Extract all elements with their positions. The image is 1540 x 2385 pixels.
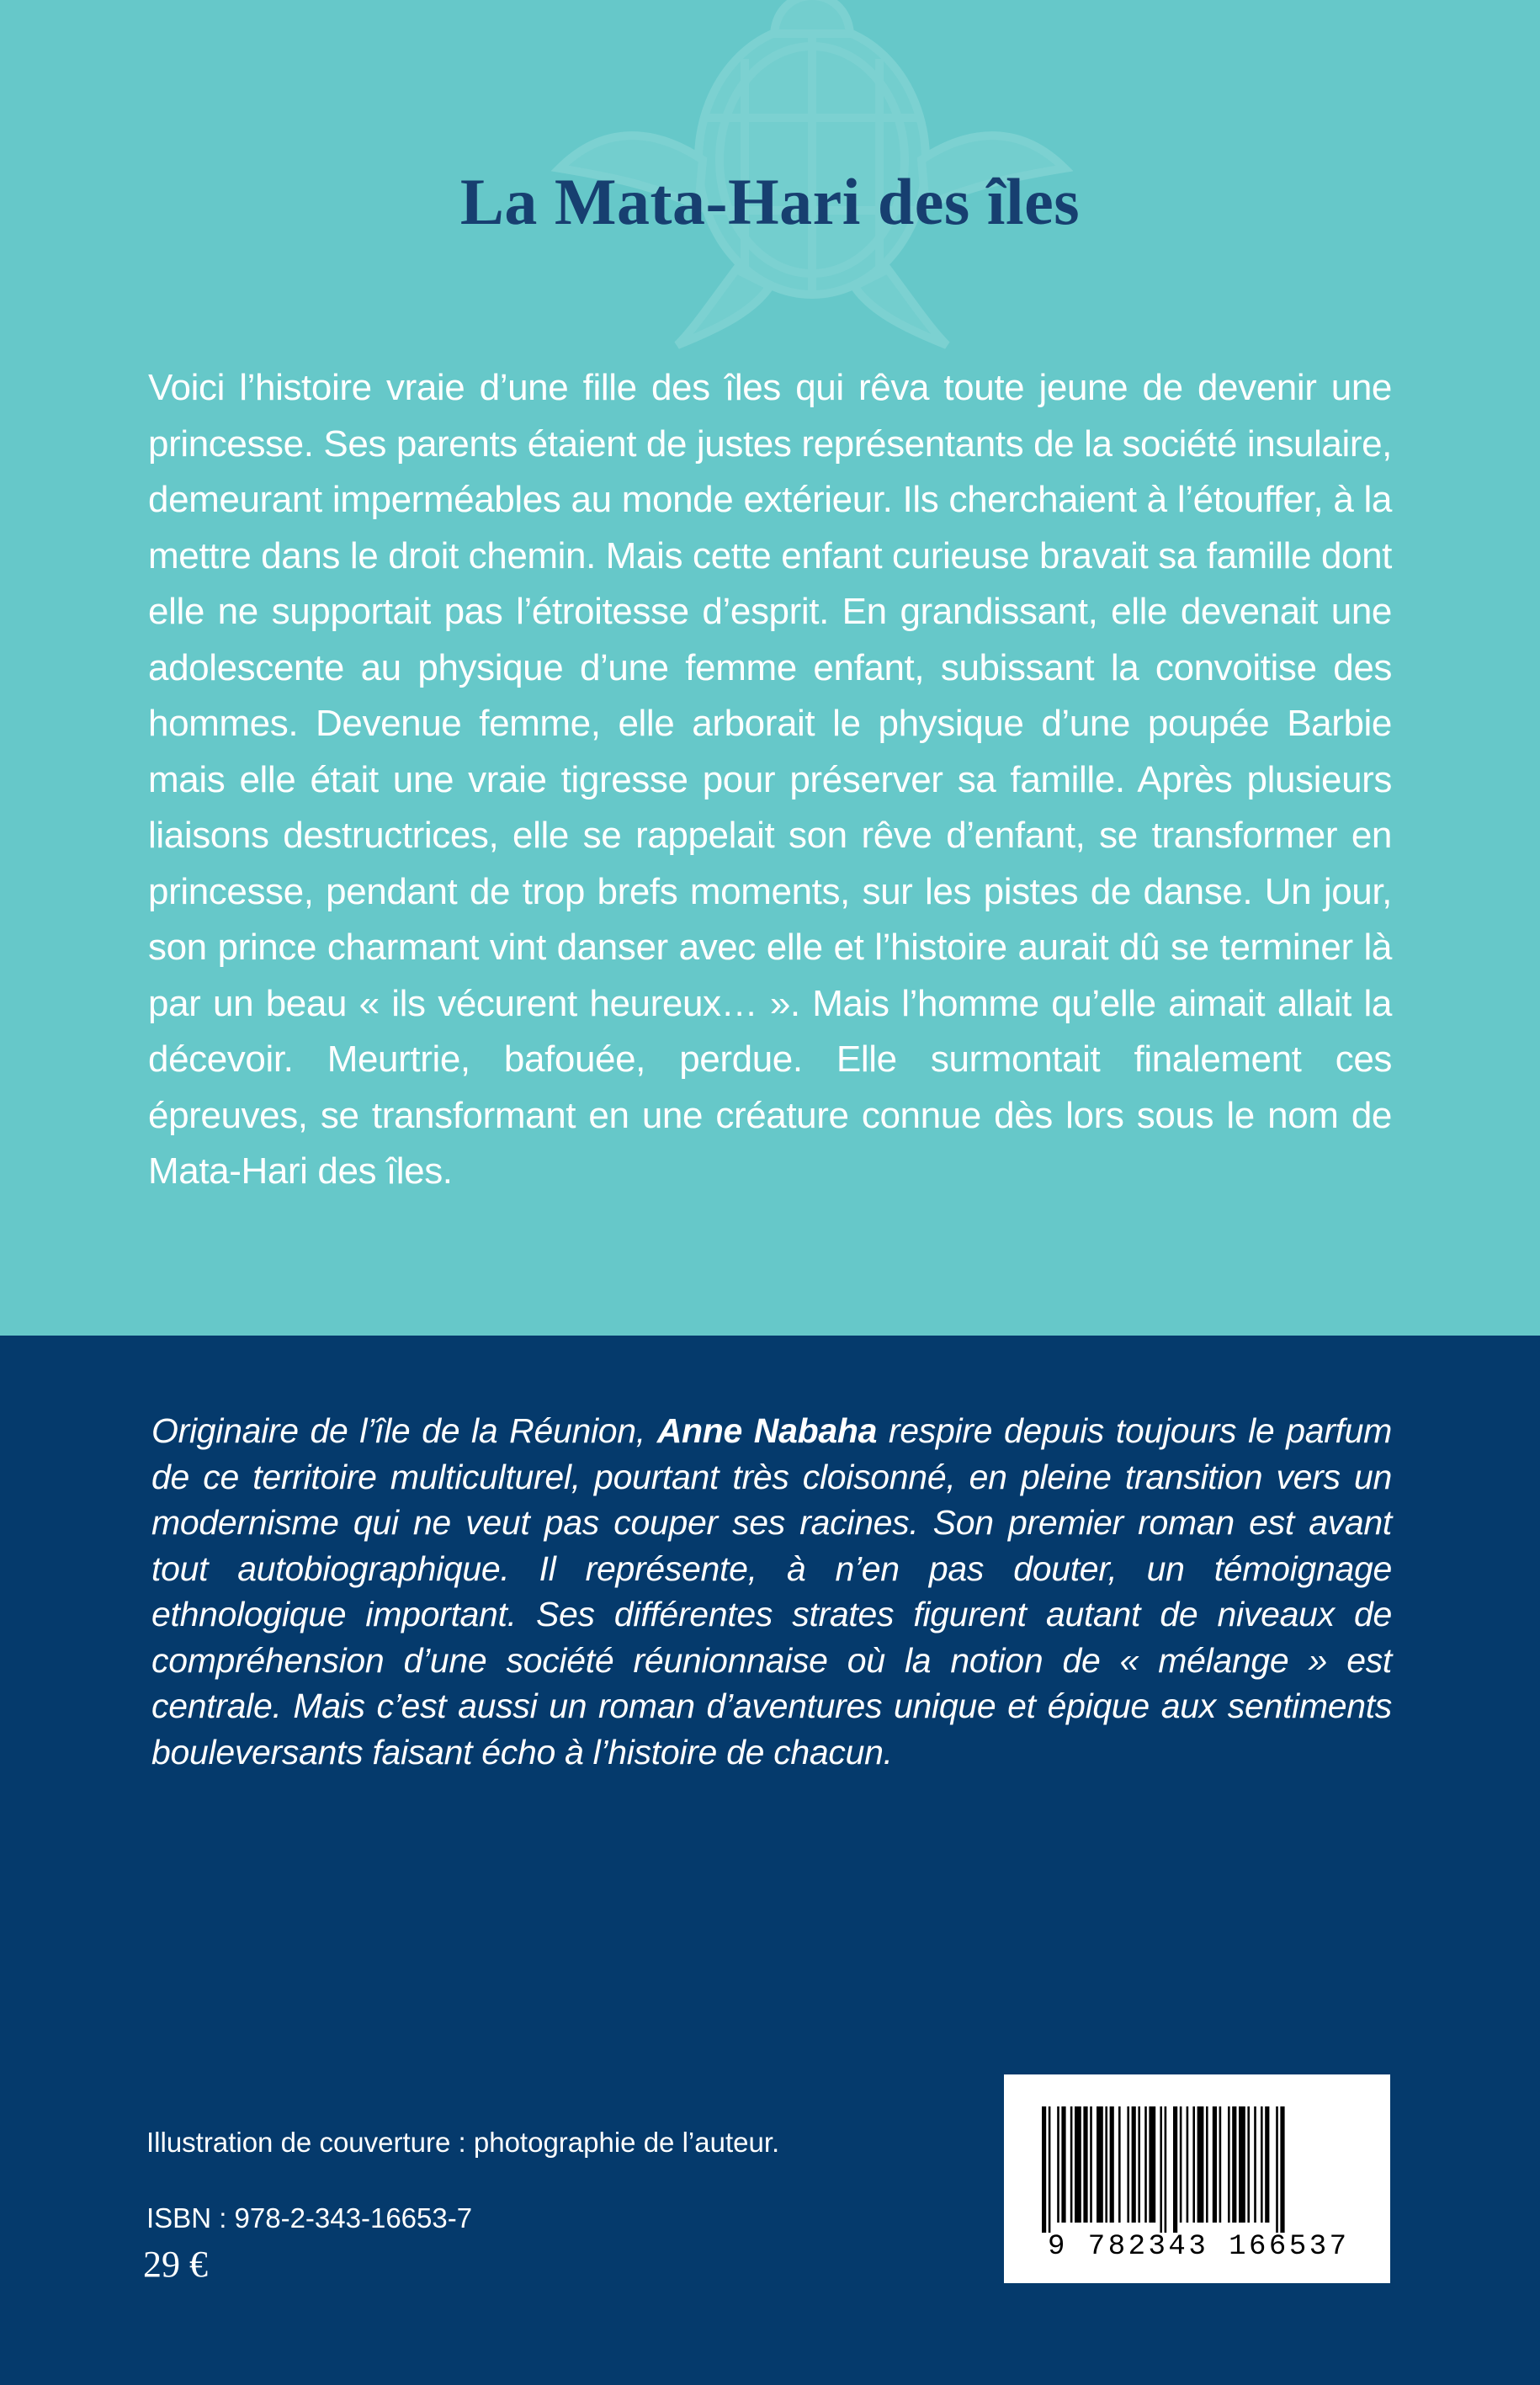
barcode-bar	[1061, 2106, 1065, 2223]
barcode-bar	[1213, 2106, 1217, 2223]
author-bio	[151, 1408, 1392, 1775]
barcode-bar	[1280, 2106, 1284, 2233]
barcode-bar	[1228, 2106, 1230, 2223]
barcode-bar	[1160, 2106, 1162, 2233]
barcode-bar	[1090, 2106, 1092, 2223]
barcode-bar	[1083, 2106, 1087, 2223]
barcode-bar	[1165, 2106, 1167, 2233]
barcode-bar	[1187, 2106, 1189, 2223]
barcode-bar	[1144, 2106, 1147, 2223]
barcode-bar	[1206, 2106, 1208, 2223]
barcode-bar	[1127, 2106, 1129, 2223]
barcode-bar	[1105, 2106, 1107, 2223]
book-title: La Mata-Hari des îles	[459, 165, 1081, 238]
barcode-bar	[1192, 2106, 1195, 2223]
barcode-bar	[1075, 2106, 1081, 2223]
barcode-bar	[1254, 2106, 1256, 2223]
bottom-panel	[0, 1336, 1540, 2385]
isbn: ISBN : 978-2-343-16653-7	[146, 2202, 473, 2234]
barcode-bars	[1042, 2106, 1353, 2233]
barcode-bar	[1247, 2106, 1250, 2223]
book-blurb: Voici l’histoire vraie d’une fille des îles qui rêva toute jeune de devenir une princesse. Ses parents étaient de justes représentants de la société insulaire, demeurant imperméables au monde extérieur. Ils cherchaient à l’étouffer, à la mettre dans le droit chemin. Mais cette enfant curieuse bravait sa famille dont elle ne supportait pas l’étroitesse d’esprit. En grandissant, elle devenait une adolescente au physique d’une femme enfant, subissant la convoitise des hommes. Devenue femme, elle arborait le physique d’une poupée Barbie mais elle était une vraie tigresse pour préserver sa famille. Après plusieurs liaisons destructrices, elle se rappelait son rêve d’enfant, se transformer en princesse, pendant de trop brefs moments, sur les pistes de danse. Un jour, son prince charmant vint danser avec elle et l’histoire aurait dû se terminer là par un beau « ils vécurent heureux… ». Mais l’homme qu’elle aimait allait la décevoir. Meurtrie, bafouée, perdue. Elle surmontait finalement ces épreuves, se transformant en une créature connue dès lors sous le nom de Mata-Hari des îles.	[148, 367, 1392, 1192]
barcode-bar	[1149, 2106, 1155, 2223]
cover-credit: Illustration de couverture : photographie de l’auteur.	[146, 2127, 780, 2158]
author-bio-intro: Originaire de l’île de la Réunion,	[151, 1411, 657, 1450]
barcode-bar	[1057, 2106, 1059, 2223]
barcode-bar	[1276, 2106, 1278, 2233]
barcode-bar	[1042, 2106, 1046, 2233]
barcode-bar	[1265, 2106, 1269, 2223]
barcode-bar	[1118, 2106, 1121, 2223]
barcode-bar	[1097, 2106, 1103, 2223]
price: 29 €	[143, 2244, 208, 2285]
barcode	[1004, 2074, 1390, 2283]
author-name: Anne Nabaha	[656, 1411, 878, 1450]
barcode-bar	[1261, 2106, 1263, 2223]
author-bio-text: respire depuis toujours le parfum de ce territoire multiculturel, pourtant très cloisonné, en pleine transition vers un modernisme qui ne veut pas couper ses racines. Son premier roman est avant tout autobiographique. Il représente, à n’en pas douter, un témoignage ethnologique important. Ses différentes strates figurent autant de niveaux de compréhension d’une société réunionnaise où la notion de « mélange » est centrale. Mais c’est aussi un roman d’aventures unique et épique aux sentiments bouleversants faisant écho à l’histoire de chacun.	[151, 1411, 1392, 1771]
barcode-number: 9 782343 166537	[1048, 2231, 1350, 2263]
barcode-bar	[1219, 2106, 1222, 2223]
barcode-bar	[1239, 2106, 1245, 2223]
barcode-bar	[1110, 2106, 1114, 2223]
barcode-bar	[1197, 2106, 1204, 2223]
barcode-bar	[1232, 2106, 1236, 2223]
barcode-bar	[1049, 2106, 1051, 2233]
barcode-bar	[1173, 2106, 1177, 2233]
barcode-bar	[1138, 2106, 1140, 2223]
barcode-bar	[1070, 2106, 1073, 2223]
barcode-bar	[1132, 2106, 1136, 2223]
barcode-bar	[1180, 2106, 1182, 2223]
